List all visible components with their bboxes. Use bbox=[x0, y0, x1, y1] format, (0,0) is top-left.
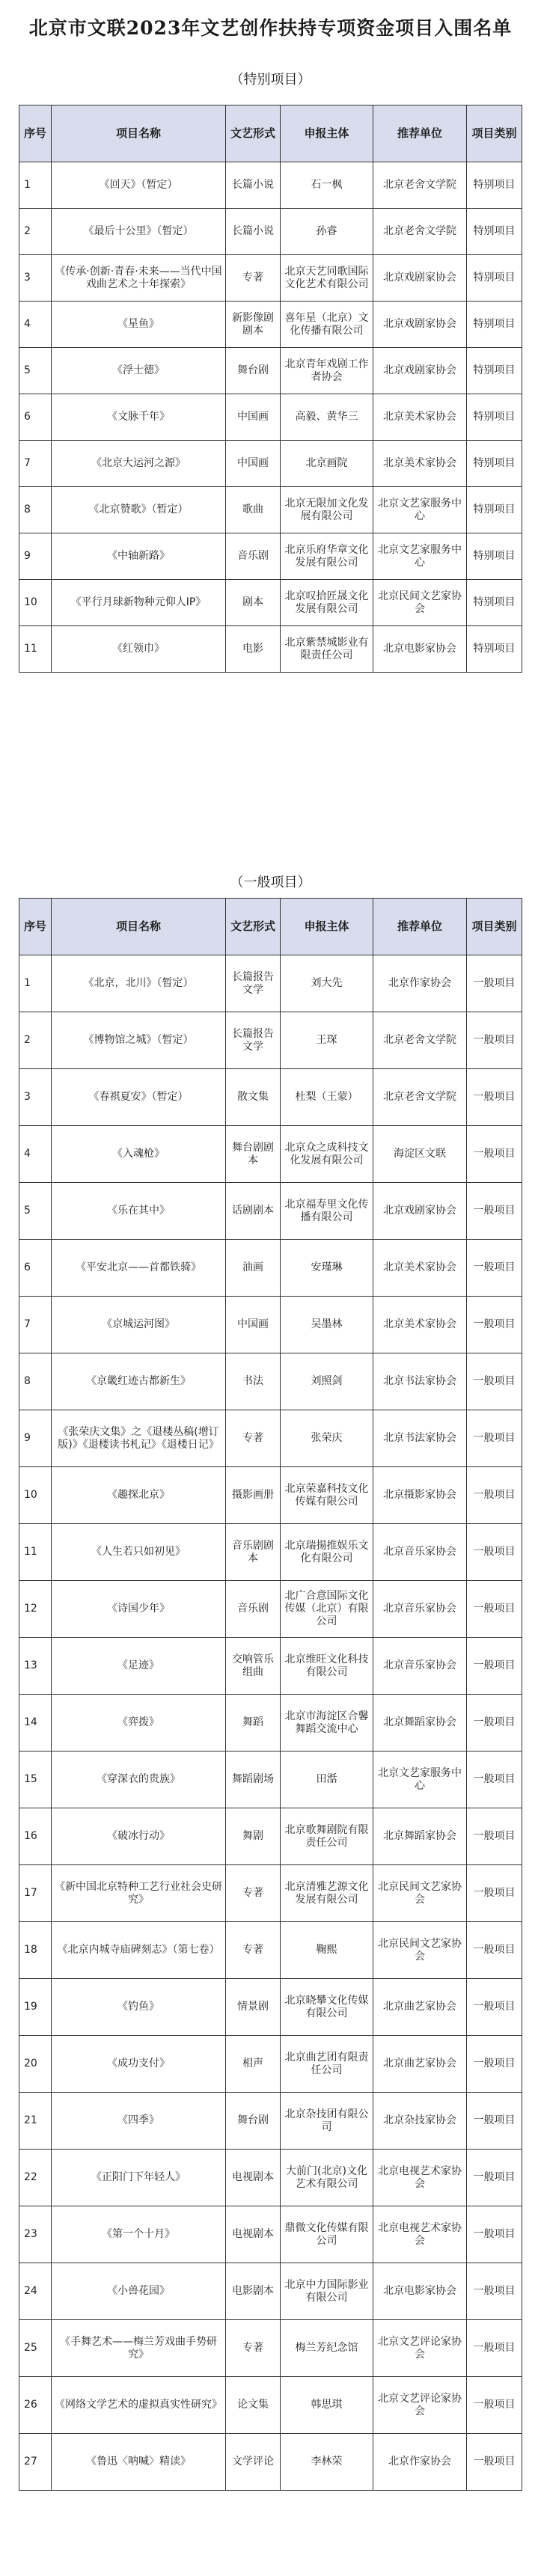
cell-art-form: 专著 bbox=[226, 2320, 281, 2377]
cell-project-name: 《春祺夏安》（暂定） bbox=[52, 1069, 226, 1126]
table-row bbox=[19, 1069, 522, 1126]
header-project-name: 项目名称 bbox=[52, 899, 226, 955]
cell-recommender: 北京电视艺术家协会 bbox=[373, 2150, 467, 2206]
cell-project-name: 《鲁迅〈呐喊〉精读》 bbox=[52, 2434, 226, 2491]
cell-category: 特别项目 bbox=[467, 394, 522, 441]
cell-applicant: 鼎微文化传媒有限公司 bbox=[281, 2206, 373, 2263]
cell-category: 一般项目 bbox=[467, 2320, 522, 2377]
cell-project-name: 《弈拨》 bbox=[52, 1695, 226, 1752]
header-art-form: 文艺形式 bbox=[226, 105, 281, 162]
cell-index: 8 bbox=[19, 1353, 52, 1410]
cell-applicant: 王琛 bbox=[281, 1012, 373, 1069]
cell-category: 一般项目 bbox=[467, 1695, 522, 1752]
cell-project-name: 《四季》 bbox=[52, 2093, 226, 2150]
cell-recommender: 北京老舍文学院 bbox=[373, 1069, 467, 1126]
cell-category: 特别项目 bbox=[467, 209, 522, 255]
cell-recommender: 北京戏剧家协会 bbox=[373, 348, 467, 394]
cell-project-name: 《乐在其中》 bbox=[52, 1183, 226, 1240]
cell-applicant: 石一枫 bbox=[281, 162, 373, 209]
table-row bbox=[19, 1012, 522, 1069]
header-index: 序号 bbox=[19, 899, 52, 955]
cell-index: 7 bbox=[19, 1297, 52, 1353]
cell-art-form: 中国画 bbox=[226, 1297, 281, 1353]
cell-project-name: 《平行月球新物种元仰人IP》 bbox=[52, 580, 226, 626]
table-row bbox=[19, 487, 522, 533]
cell-category: 一般项目 bbox=[467, 1012, 522, 1069]
cell-category: 特别项目 bbox=[467, 162, 522, 209]
table-row bbox=[19, 1126, 522, 1183]
cell-index: 16 bbox=[19, 1808, 52, 1865]
cell-index: 5 bbox=[19, 348, 52, 394]
cell-index: 26 bbox=[19, 2377, 52, 2434]
cell-recommender: 北京舞蹈家协会 bbox=[373, 1808, 467, 1865]
table-row bbox=[19, 1297, 522, 1353]
cell-art-form: 长篇报告文学 bbox=[226, 1012, 281, 1069]
cell-recommender: 北京电影家协会 bbox=[373, 2263, 467, 2320]
cell-recommender: 北京文艺家服务中心 bbox=[373, 1752, 467, 1808]
header-applicant: 申报主体 bbox=[281, 105, 373, 162]
cell-project-name: 《手舞艺术——梅兰芳戏曲手势研究》 bbox=[52, 2320, 226, 2377]
cell-art-form: 专著 bbox=[226, 1410, 281, 1467]
special-items-table bbox=[19, 105, 522, 673]
cell-category: 一般项目 bbox=[467, 1240, 522, 1297]
cell-project-name: 《回天》（暂定） bbox=[52, 162, 226, 209]
table-row bbox=[19, 955, 522, 1012]
cell-applicant: 北京瑞揚推娱乐文化有限公司 bbox=[281, 1524, 373, 1581]
cell-project-name: 《成功支付》 bbox=[52, 2036, 226, 2093]
cell-art-form: 音乐剧剧本 bbox=[226, 1524, 281, 1581]
cell-applicant: 北京叹拾匠晟文化发展有限公司 bbox=[281, 580, 373, 626]
cell-category: 一般项目 bbox=[467, 1581, 522, 1638]
cell-category: 特别项目 bbox=[467, 626, 522, 673]
cell-category: 一般项目 bbox=[467, 2093, 522, 2150]
cell-category: 一般项目 bbox=[467, 2036, 522, 2093]
cell-applicant: 刘大先 bbox=[281, 955, 373, 1012]
table-row bbox=[19, 394, 522, 441]
table-row bbox=[19, 1638, 522, 1695]
cell-applicant: 北京维旺文化科技有限公司 bbox=[281, 1638, 373, 1695]
cell-project-name: 《足迹》 bbox=[52, 1638, 226, 1695]
table-row bbox=[19, 1410, 522, 1467]
cell-category: 一般项目 bbox=[467, 1467, 522, 1524]
cell-index: 27 bbox=[19, 2434, 52, 2491]
cell-applicant: 北京画院 bbox=[281, 441, 373, 487]
cell-art-form: 文学评论 bbox=[226, 2434, 281, 2491]
cell-project-name: 《京城运河图》 bbox=[52, 1297, 226, 1353]
cell-project-name: 《北京内城寺庙碑刻志》（第七卷） bbox=[52, 1922, 226, 1979]
cell-applicant: 北京福寿里文化传播有限公司 bbox=[281, 1183, 373, 1240]
table-row bbox=[19, 302, 522, 348]
header-recommender: 推荐单位 bbox=[373, 899, 467, 955]
cell-index: 4 bbox=[19, 302, 52, 348]
cell-index: 2 bbox=[19, 1012, 52, 1069]
cell-index: 2 bbox=[19, 209, 52, 255]
cell-art-form: 话剧剧本 bbox=[226, 1183, 281, 1240]
cell-category: 一般项目 bbox=[467, 2263, 522, 2320]
cell-index: 3 bbox=[19, 255, 52, 302]
cell-project-name: 《红领巾》 bbox=[52, 626, 226, 673]
cell-index: 6 bbox=[19, 1240, 52, 1297]
cell-index: 11 bbox=[19, 1524, 52, 1581]
cell-index: 3 bbox=[19, 1069, 52, 1126]
cell-project-name: 《破冰行动》 bbox=[52, 1808, 226, 1865]
cell-recommender: 北京老舍文学院 bbox=[373, 1012, 467, 1069]
cell-applicant: 张荣庆 bbox=[281, 1410, 373, 1467]
cell-project-name: 《钓鱼》 bbox=[52, 1979, 226, 2036]
table-row bbox=[19, 1752, 522, 1808]
cell-art-form: 音乐剧 bbox=[226, 533, 281, 580]
cell-index: 25 bbox=[19, 2320, 52, 2377]
table-row bbox=[19, 1581, 522, 1638]
table-row bbox=[19, 162, 522, 209]
cell-project-name: 《张荣庆文集》之《退楼丛稿(增订版)》《退楼读书札记》《退楼日记》 bbox=[52, 1410, 226, 1467]
cell-applicant: 北京歌舞剧院有限责任公司 bbox=[281, 1808, 373, 1865]
cell-project-name: 《北京，北川》（暂定） bbox=[52, 955, 226, 1012]
cell-recommender: 北京戏剧家协会 bbox=[373, 1183, 467, 1240]
cell-category: 一般项目 bbox=[467, 1752, 522, 1808]
table-row bbox=[19, 1467, 522, 1524]
cell-applicant: 大前门(北京)文化艺术有限公司 bbox=[281, 2150, 373, 2206]
general-items-body bbox=[19, 955, 522, 2491]
cell-category: 特别项目 bbox=[467, 255, 522, 302]
cell-applicant: 孙睿 bbox=[281, 209, 373, 255]
cell-recommender: 北京文艺家服务中心 bbox=[373, 533, 467, 580]
table-row bbox=[19, 1808, 522, 1865]
cell-recommender: 北京曲艺家协会 bbox=[373, 1979, 467, 2036]
cell-project-name: 《穿深衣的贵族》 bbox=[52, 1752, 226, 1808]
table-row bbox=[19, 2320, 522, 2377]
cell-project-name: 《博物馆之城》（暂定） bbox=[52, 1012, 226, 1069]
table-row bbox=[19, 1353, 522, 1410]
cell-applicant: 李林荣 bbox=[281, 2434, 373, 2491]
cell-category: 一般项目 bbox=[467, 1922, 522, 1979]
cell-index: 8 bbox=[19, 487, 52, 533]
cell-applicant: 北京清雅艺源文化发展有限公司 bbox=[281, 1865, 373, 1922]
cell-applicant: 北京紫禁城影业有限责任公司 bbox=[281, 626, 373, 673]
cell-recommender: 北京电影家协会 bbox=[373, 626, 467, 673]
cell-art-form: 中国画 bbox=[226, 441, 281, 487]
cell-category: 一般项目 bbox=[467, 955, 522, 1012]
cell-index: 1 bbox=[19, 162, 52, 209]
cell-project-name: 《传承·创新·青春·未来——当代中国戏曲艺术之十年探索》 bbox=[52, 255, 226, 302]
cell-art-form: 舞蹈剧场 bbox=[226, 1752, 281, 1808]
cell-project-name: 《正阳门下年轻人》 bbox=[52, 2150, 226, 2206]
general-section-title: （一般项目） bbox=[230, 875, 311, 890]
cell-category: 一般项目 bbox=[467, 2434, 522, 2491]
cell-art-form: 油画 bbox=[226, 1240, 281, 1297]
cell-recommender: 北京音乐家协会 bbox=[373, 1638, 467, 1695]
cell-category: 特别项目 bbox=[467, 487, 522, 533]
cell-recommender: 北京文艺评论家协会 bbox=[373, 2320, 467, 2377]
table-row bbox=[19, 441, 522, 487]
cell-category: 一般项目 bbox=[467, 1638, 522, 1695]
cell-recommender: 北京文艺评论家协会 bbox=[373, 2377, 467, 2434]
cell-index: 11 bbox=[19, 626, 52, 673]
table-row bbox=[19, 1240, 522, 1297]
cell-project-name: 《文脉千年》 bbox=[52, 394, 226, 441]
special-items-body bbox=[19, 162, 522, 673]
cell-recommender: 北京美术家协会 bbox=[373, 394, 467, 441]
cell-recommender: 北京杂技家协会 bbox=[373, 2093, 467, 2150]
cell-art-form: 书法 bbox=[226, 1353, 281, 1410]
cell-index: 20 bbox=[19, 2036, 52, 2093]
cell-art-form: 相声 bbox=[226, 2036, 281, 2093]
cell-project-name: 《京畿红迹古都新生》 bbox=[52, 1353, 226, 1410]
cell-recommender: 北京民间文艺家协会 bbox=[373, 1865, 467, 1922]
cell-recommender: 北京音乐家协会 bbox=[373, 1524, 467, 1581]
header-category: 项目类别 bbox=[467, 105, 522, 162]
cell-index: 10 bbox=[19, 1467, 52, 1524]
cell-applicant: 北京晓攀文化传媒有限公司 bbox=[281, 1979, 373, 2036]
cell-applicant: 北京众之成科技文化发展有限公司 bbox=[281, 1126, 373, 1183]
cell-applicant: 杜梨（王蒙） bbox=[281, 1069, 373, 1126]
cell-index: 19 bbox=[19, 1979, 52, 2036]
cell-art-form: 专著 bbox=[226, 255, 281, 302]
table-row bbox=[19, 2150, 522, 2206]
cell-index: 4 bbox=[19, 1126, 52, 1183]
cell-category: 一般项目 bbox=[467, 2150, 522, 2206]
cell-applicant: 刘照剑 bbox=[281, 1353, 373, 1410]
cell-index: 22 bbox=[19, 2150, 52, 2206]
cell-category: 一般项目 bbox=[467, 2206, 522, 2263]
cell-recommender: 北京舞蹈家协会 bbox=[373, 1695, 467, 1752]
cell-art-form: 音乐剧 bbox=[226, 1581, 281, 1638]
cell-applicant: 北京中力国际影业有限公司 bbox=[281, 2263, 373, 2320]
cell-art-form: 舞蹈 bbox=[226, 1695, 281, 1752]
cell-index: 17 bbox=[19, 1865, 52, 1922]
header-category: 项目类别 bbox=[467, 899, 522, 955]
cell-recommender: 北京美术家协会 bbox=[373, 1240, 467, 1297]
cell-recommender: 北京美术家协会 bbox=[373, 1297, 467, 1353]
document-title: 北京市文联2023年文艺创作扶持专项资金项目入围名单 bbox=[28, 17, 513, 39]
cell-index: 24 bbox=[19, 2263, 52, 2320]
table-row bbox=[19, 2093, 522, 2150]
table-row bbox=[19, 533, 522, 580]
cell-category: 一般项目 bbox=[467, 1126, 522, 1183]
cell-applicant: 田湉 bbox=[281, 1752, 373, 1808]
cell-art-form: 长篇小说 bbox=[226, 209, 281, 255]
cell-art-form: 摄影画册 bbox=[226, 1467, 281, 1524]
table-row bbox=[19, 1183, 522, 1240]
cell-applicant: 北京曲艺团有限责任公司 bbox=[281, 2036, 373, 2093]
cell-art-form: 交响管乐组曲 bbox=[226, 1638, 281, 1695]
cell-project-name: 《入魂枪》 bbox=[52, 1126, 226, 1183]
cell-project-name: 《中轴新路》 bbox=[52, 533, 226, 580]
cell-category: 一般项目 bbox=[467, 1069, 522, 1126]
cell-category: 一般项目 bbox=[467, 1297, 522, 1353]
cell-project-name: 《浮士德》 bbox=[52, 348, 226, 394]
table-row bbox=[19, 1865, 522, 1922]
cell-category: 特别项目 bbox=[467, 441, 522, 487]
cell-category: 特别项目 bbox=[467, 302, 522, 348]
cell-applicant: 北京市海淀区合馨舞蹈交流中心 bbox=[281, 1695, 373, 1752]
cell-category: 一般项目 bbox=[467, 1410, 522, 1467]
cell-index: 14 bbox=[19, 1695, 52, 1752]
cell-art-form: 舞剧 bbox=[226, 1808, 281, 1865]
cell-art-form: 舞台剧剧本 bbox=[226, 1126, 281, 1183]
header-project-name: 项目名称 bbox=[52, 105, 226, 162]
cell-recommender: 北京老舍文学院 bbox=[373, 209, 467, 255]
cell-art-form: 电影 bbox=[226, 626, 281, 673]
cell-art-form: 舞台剧 bbox=[226, 2093, 281, 2150]
cell-art-form: 长篇小说 bbox=[226, 162, 281, 209]
table-row bbox=[19, 348, 522, 394]
cell-category: 一般项目 bbox=[467, 1808, 522, 1865]
cell-recommender: 北京曲艺家协会 bbox=[373, 2036, 467, 2093]
cell-category: 特别项目 bbox=[467, 348, 522, 394]
cell-recommender: 北京书法家协会 bbox=[373, 1410, 467, 1467]
table-row bbox=[19, 209, 522, 255]
cell-project-name: 《北京大运河之源》 bbox=[52, 441, 226, 487]
cell-art-form: 论文集 bbox=[226, 2377, 281, 2434]
cell-art-form: 电影剧本 bbox=[226, 2263, 281, 2320]
special-section-title: （特别项目） bbox=[230, 72, 311, 88]
cell-category: 一般项目 bbox=[467, 1524, 522, 1581]
cell-index: 7 bbox=[19, 441, 52, 487]
cell-category: 特别项目 bbox=[467, 580, 522, 626]
header-index: 序号 bbox=[19, 105, 52, 162]
cell-recommender: 北京美术家协会 bbox=[373, 441, 467, 487]
cell-applicant: 高毅、黄华三 bbox=[281, 394, 373, 441]
cell-recommender: 北京戏剧家协会 bbox=[373, 255, 467, 302]
table-row bbox=[19, 2263, 522, 2320]
cell-applicant: 北京天艺同歌国际文化艺术有限公司 bbox=[281, 255, 373, 302]
table-header-row bbox=[19, 899, 522, 955]
cell-project-name: 《第一个十月》 bbox=[52, 2206, 226, 2263]
cell-art-form: 剧本 bbox=[226, 580, 281, 626]
cell-project-name: 《平安北京——首都铁骑》 bbox=[52, 1240, 226, 1297]
table-row bbox=[19, 2434, 522, 2491]
cell-index: 15 bbox=[19, 1752, 52, 1808]
cell-recommender: 北京老舍文学院 bbox=[373, 162, 467, 209]
table-row bbox=[19, 580, 522, 626]
cell-applicant: 鞠熙 bbox=[281, 1922, 373, 1979]
cell-index: 9 bbox=[19, 1410, 52, 1467]
cell-applicant: 北京青年戏剧工作者协会 bbox=[281, 348, 373, 394]
table-row bbox=[19, 255, 522, 302]
cell-category: 一般项目 bbox=[467, 1353, 522, 1410]
table-row bbox=[19, 2036, 522, 2093]
cell-category: 一般项目 bbox=[467, 1865, 522, 1922]
cell-project-name: 《网络文学艺术的虚拟真实性研究》 bbox=[52, 2377, 226, 2434]
cell-applicant: 韩思琪 bbox=[281, 2377, 373, 2434]
cell-applicant: 喜年星（北京）文化传播有限公司 bbox=[281, 302, 373, 348]
cell-art-form: 专著 bbox=[226, 1922, 281, 1979]
cell-category: 特别项目 bbox=[467, 533, 522, 580]
cell-index: 10 bbox=[19, 580, 52, 626]
cell-category: 一般项目 bbox=[467, 2377, 522, 2434]
table-row bbox=[19, 1524, 522, 1581]
cell-art-form: 中国画 bbox=[226, 394, 281, 441]
cell-index: 13 bbox=[19, 1638, 52, 1695]
cell-index: 21 bbox=[19, 2093, 52, 2150]
cell-applicant: 北京杂技团有限公司 bbox=[281, 2093, 373, 2150]
header-art-form: 文艺形式 bbox=[226, 899, 281, 955]
cell-art-form: 散文集 bbox=[226, 1069, 281, 1126]
cell-applicant: 北京乐府华章文化发展有限公司 bbox=[281, 533, 373, 580]
cell-project-name: 《小兽花园》 bbox=[52, 2263, 226, 2320]
cell-project-name: 《最后十公里》（暂定） bbox=[52, 209, 226, 255]
header-applicant: 申报主体 bbox=[281, 899, 373, 955]
table-row bbox=[19, 1695, 522, 1752]
cell-applicant: 安瑾琳 bbox=[281, 1240, 373, 1297]
general-items-table bbox=[19, 898, 522, 2491]
cell-recommender: 海淀区文联 bbox=[373, 1126, 467, 1183]
cell-recommender: 北京作家协会 bbox=[373, 2434, 467, 2491]
cell-art-form: 电视剧本 bbox=[226, 2206, 281, 2263]
cell-recommender: 北京音乐家协会 bbox=[373, 1581, 467, 1638]
cell-recommender: 北京摄影家协会 bbox=[373, 1467, 467, 1524]
cell-recommender: 北京电视艺术家协会 bbox=[373, 2206, 467, 2263]
table-row bbox=[19, 2377, 522, 2434]
cell-art-form: 歌曲 bbox=[226, 487, 281, 533]
cell-applicant: 北广合意国际文化传媒（北京）有限公司 bbox=[281, 1581, 373, 1638]
cell-art-form: 新影像剧剧本 bbox=[226, 302, 281, 348]
cell-recommender: 北京民间文艺家协会 bbox=[373, 1922, 467, 1979]
cell-art-form: 长篇报告文学 bbox=[226, 955, 281, 1012]
cell-applicant: 北京无限加文化发展有限公司 bbox=[281, 487, 373, 533]
header-recommender: 推荐单位 bbox=[373, 105, 467, 162]
table-row bbox=[19, 1979, 522, 2036]
cell-index: 12 bbox=[19, 1581, 52, 1638]
cell-index: 23 bbox=[19, 2206, 52, 2263]
cell-art-form: 情景剧 bbox=[226, 1979, 281, 2036]
cell-project-name: 《趣探北京》 bbox=[52, 1467, 226, 1524]
cell-project-name: 《北京赞歌》（暂定） bbox=[52, 487, 226, 533]
cell-art-form: 专著 bbox=[226, 1865, 281, 1922]
cell-index: 9 bbox=[19, 533, 52, 580]
table-row bbox=[19, 1922, 522, 1979]
cell-project-name: 《诗国少年》 bbox=[52, 1581, 226, 1638]
cell-applicant: 吴墨林 bbox=[281, 1297, 373, 1353]
cell-art-form: 舞台剧 bbox=[226, 348, 281, 394]
cell-index: 18 bbox=[19, 1922, 52, 1979]
cell-recommender: 北京文艺家服务中心 bbox=[373, 487, 467, 533]
table-row bbox=[19, 2206, 522, 2263]
cell-applicant: 北京荣嘉科技文化传媒有限公司 bbox=[281, 1467, 373, 1524]
cell-recommender: 北京作家协会 bbox=[373, 955, 467, 1012]
cell-category: 一般项目 bbox=[467, 1979, 522, 2036]
cell-applicant: 梅兰芳纪念馆 bbox=[281, 2320, 373, 2377]
cell-recommender: 北京书法家协会 bbox=[373, 1353, 467, 1410]
cell-recommender: 北京民间文艺家协会 bbox=[373, 580, 467, 626]
table-row bbox=[19, 626, 522, 673]
cell-project-name: 《星鱼》 bbox=[52, 302, 226, 348]
cell-project-name: 《新中国北京特种工艺行业社会史研究》 bbox=[52, 1865, 226, 1922]
cell-category: 一般项目 bbox=[467, 1183, 522, 1240]
cell-project-name: 《人生若只如初见》 bbox=[52, 1524, 226, 1581]
cell-art-form: 电视剧本 bbox=[226, 2150, 281, 2206]
cell-recommender: 北京戏剧家协会 bbox=[373, 302, 467, 348]
cell-index: 1 bbox=[19, 955, 52, 1012]
cell-index: 5 bbox=[19, 1183, 52, 1240]
table-header-row bbox=[19, 105, 522, 162]
cell-index: 6 bbox=[19, 394, 52, 441]
